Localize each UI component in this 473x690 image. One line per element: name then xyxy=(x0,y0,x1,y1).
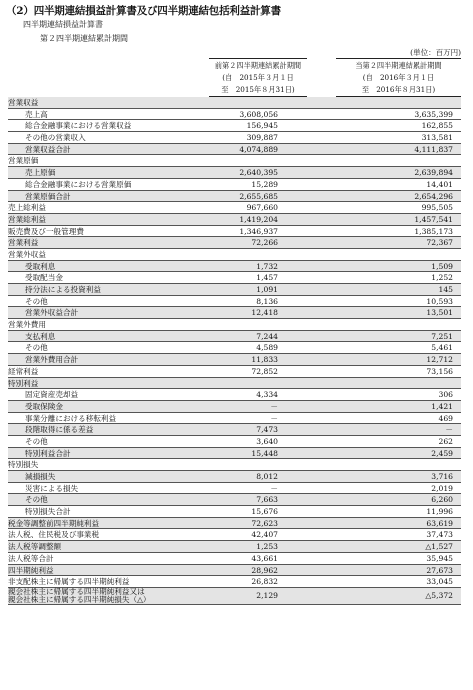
period-title: 第２四半期連結累計期間 xyxy=(40,34,128,43)
value-curr-period: 995,505 xyxy=(421,203,453,213)
table-row xyxy=(8,483,461,495)
value-prev-period: 7,244 xyxy=(256,331,278,341)
table-row xyxy=(8,167,461,179)
value-prev-period: 4,334 xyxy=(256,390,278,400)
row-label: 営業収益合計 xyxy=(25,144,71,154)
value-curr-period: △5,372 xyxy=(425,590,453,600)
row-label: その他 xyxy=(25,495,48,505)
row-label: 災害による損失 xyxy=(25,483,79,493)
table-row xyxy=(8,459,461,471)
value-prev-period: 1,091 xyxy=(256,285,278,294)
value-curr-period: 35,945 xyxy=(426,553,453,563)
value-prev-period: 72,623 xyxy=(251,518,278,528)
value-curr-period: 2,654,296 xyxy=(414,191,453,201)
table-row xyxy=(8,179,461,191)
table-row xyxy=(8,261,461,273)
value-prev-period: － xyxy=(270,483,278,493)
row-label: 受取保険金 xyxy=(25,401,63,411)
value-curr-period: 306 xyxy=(438,390,453,400)
value-prev-period: 8,012 xyxy=(256,472,278,481)
row-label: 売上原価 xyxy=(25,168,56,178)
table-row xyxy=(8,436,461,448)
row-label: 売上高 xyxy=(25,109,48,119)
value-curr-period: 162,855 xyxy=(421,121,453,131)
table-row xyxy=(8,226,461,238)
table-row xyxy=(8,191,461,203)
value-curr-period: 2,639,894 xyxy=(414,168,453,178)
value-prev-period: 156,945 xyxy=(246,121,278,131)
value-prev-period: 1,346,937 xyxy=(239,226,278,236)
row-label: 法人税、住民税及び事業税 xyxy=(8,530,100,540)
row-label: 受取利息 xyxy=(25,261,56,271)
value-prev-period: 3,640 xyxy=(256,436,278,446)
column-header-curr-line2: (自 2016年３月１日 xyxy=(362,73,435,82)
value-curr-period: 3,716 xyxy=(431,472,453,481)
value-prev-period: 15,676 xyxy=(251,507,278,517)
value-curr-period: 14,401 xyxy=(426,179,453,189)
value-curr-period: 2,019 xyxy=(431,483,453,493)
value-curr-period: 73,156 xyxy=(426,366,453,376)
value-prev-period: 1,253 xyxy=(256,542,278,552)
row-label: 売上総利益 xyxy=(8,203,46,213)
column-header-prev xyxy=(209,58,307,97)
income-statement-table xyxy=(8,97,461,605)
table-row xyxy=(8,354,461,366)
value-curr-period: △1,527 xyxy=(425,542,453,552)
value-prev-period: － xyxy=(270,413,278,423)
column-header-curr-line1: 当第２四半期連結累計期間 xyxy=(355,61,442,70)
row-label: 支払利息 xyxy=(25,331,56,341)
value-prev-period: 28,962 xyxy=(251,565,278,575)
value-prev-period: 4,589 xyxy=(256,343,278,353)
row-label: 営業原価合計 xyxy=(25,191,71,201)
row-label: 持分法による投資利益 xyxy=(25,285,101,294)
value-curr-period: 7,251 xyxy=(431,331,453,341)
value-prev-period: 2,640,395 xyxy=(239,168,278,178)
table-row xyxy=(8,272,461,284)
value-prev-period: 1,457 xyxy=(256,273,278,283)
column-header-curr xyxy=(336,58,461,97)
value-prev-period: 42,407 xyxy=(251,530,278,540)
table-row xyxy=(8,249,461,261)
row-label: 特別損失 xyxy=(8,460,39,470)
table-row xyxy=(8,494,461,506)
table-row xyxy=(8,506,461,518)
table-row xyxy=(8,518,461,530)
row-label: 税金等調整前四半期純利益 xyxy=(8,518,100,528)
row-label: その他 xyxy=(25,343,48,353)
table-row xyxy=(8,97,461,109)
value-prev-period: 43,661 xyxy=(251,553,278,563)
value-prev-period: 1,732 xyxy=(256,261,278,271)
value-curr-period: 72,367 xyxy=(426,238,453,248)
value-prev-period: － xyxy=(270,401,278,411)
row-label: 特別利益 xyxy=(8,378,39,388)
table-row xyxy=(8,319,461,331)
row-label: 営業外収益合計 xyxy=(25,308,79,318)
table-row xyxy=(8,471,461,483)
value-prev-period: 3,608,056 xyxy=(239,109,278,119)
row-label: 法人税等合計 xyxy=(8,553,54,563)
table-row xyxy=(8,553,461,565)
table-row xyxy=(8,448,461,460)
table-row xyxy=(8,541,461,553)
value-curr-period: 1,509 xyxy=(431,261,453,271)
row-label: その他 xyxy=(25,296,48,306)
row-label: 法人税等調整額 xyxy=(8,542,62,552)
table-row xyxy=(8,296,461,308)
value-prev-period: 1,419,204 xyxy=(239,214,278,224)
table-row xyxy=(8,155,461,167)
value-curr-period: 12,712 xyxy=(426,355,453,365)
row-label: 四半期純利益 xyxy=(8,565,54,575)
table-row xyxy=(8,144,461,156)
row-label: 営業利益 xyxy=(8,238,39,248)
table-row xyxy=(8,307,461,319)
table-row xyxy=(8,214,461,226)
table-row xyxy=(8,413,461,425)
value-curr-period: 1,385,173 xyxy=(414,226,453,236)
value-curr-period: 2,459 xyxy=(431,448,453,458)
row-label: 営業総利益 xyxy=(8,214,46,224)
value-curr-period: 1,252 xyxy=(431,273,453,283)
value-curr-period: 63,619 xyxy=(426,518,453,528)
value-prev-period: 15,448 xyxy=(251,448,278,458)
value-curr-period: 33,045 xyxy=(426,577,453,587)
value-curr-period: 262 xyxy=(438,436,453,446)
value-curr-period: 27,673 xyxy=(426,565,453,575)
value-curr-period: 145 xyxy=(438,285,453,294)
value-prev-period: 967,660 xyxy=(246,203,278,213)
row-label: 営業外費用合計 xyxy=(25,355,79,365)
row-label: 特別利益合計 xyxy=(25,448,71,458)
table-row xyxy=(8,109,461,121)
row-label: その他 xyxy=(25,436,48,446)
row-label: 固定資産売却益 xyxy=(25,390,79,400)
value-curr-period: 5,461 xyxy=(431,343,453,353)
value-prev-period: 2,655,685 xyxy=(239,191,278,201)
value-curr-period: 11,996 xyxy=(426,507,453,517)
document-title: （2）四半期連結損益計算書及び四半期連結包括利益計算書 xyxy=(6,5,281,17)
row-label: 事業分離における移転利益 xyxy=(25,413,117,423)
value-curr-period: 4,111,837 xyxy=(414,144,453,154)
value-prev-period: 309,887 xyxy=(246,133,278,143)
table-row xyxy=(8,424,461,436)
row-label: 親会社株主に帰属する四半期純利益又は 親会社株主に帰属する四半期純損失（△） xyxy=(8,586,151,605)
row-label: 販売費及び一般管理費 xyxy=(8,226,84,236)
row-label: 営業収益 xyxy=(8,98,39,107)
value-curr-period: 37,473 xyxy=(426,530,453,540)
statement-subtitle: 四半期連結損益計算書 xyxy=(23,20,103,29)
row-label: その他の営業収入 xyxy=(25,133,86,143)
table-row xyxy=(8,120,461,132)
table-row xyxy=(8,342,461,354)
value-curr-period: － xyxy=(445,425,453,435)
table-row xyxy=(8,378,461,390)
table-row xyxy=(8,202,461,214)
table-row xyxy=(8,284,461,296)
table-row xyxy=(8,237,461,249)
row-label: 総合金融事業における営業原価 xyxy=(25,179,132,189)
table-row xyxy=(8,389,461,401)
value-curr-period: 313,581 xyxy=(421,133,453,143)
value-prev-period: 72,266 xyxy=(251,238,278,248)
value-curr-period: 6,260 xyxy=(431,495,453,505)
table-row xyxy=(8,366,461,378)
value-prev-period: 12,418 xyxy=(251,308,278,318)
row-label: 営業原価 xyxy=(8,156,39,166)
value-prev-period: 7,473 xyxy=(256,425,278,435)
row-label: 営業外費用 xyxy=(8,320,46,330)
value-curr-period: 1,457,541 xyxy=(414,214,453,224)
row-label: 営業外収益 xyxy=(8,249,46,259)
column-header-prev-line3: 至 2015年８月31日) xyxy=(221,85,295,94)
column-header-prev-line1: 前第２四半期連結累計期間 xyxy=(214,61,302,70)
row-label: 総合金融事業における営業収益 xyxy=(25,121,132,131)
row-label: 段階取得に係る差益 xyxy=(25,425,94,435)
table-row xyxy=(8,588,461,605)
row-label: 受取配当金 xyxy=(25,273,63,283)
table-row xyxy=(8,529,461,541)
value-prev-period: 7,663 xyxy=(256,495,278,505)
column-header-curr-line3: 至 2016年８月31日) xyxy=(361,85,436,94)
row-label: 非支配株主に帰属する四半期純利益 xyxy=(8,577,130,587)
value-curr-period: 1,421 xyxy=(431,401,453,411)
value-prev-period: 11,833 xyxy=(251,355,278,365)
value-prev-period: 72,852 xyxy=(251,366,278,376)
table-row xyxy=(8,401,461,413)
value-prev-period: 26,832 xyxy=(251,577,278,587)
value-curr-period: 13,501 xyxy=(426,308,453,318)
table-row xyxy=(8,331,461,343)
row-label: 減損損失 xyxy=(25,472,56,481)
value-prev-period: 2,129 xyxy=(256,590,278,600)
value-curr-period: 469 xyxy=(438,413,453,423)
value-prev-period: 15,289 xyxy=(251,179,278,189)
row-label: 特別損失合計 xyxy=(25,507,71,517)
value-curr-period: 3,635,399 xyxy=(414,109,453,119)
value-prev-period: 4,074,889 xyxy=(239,144,278,154)
unit-label: (単位：百万円) xyxy=(410,48,461,57)
value-curr-period: 10,593 xyxy=(426,296,453,306)
row-label: 経常利益 xyxy=(8,366,39,376)
value-prev-period: 8,136 xyxy=(256,296,278,306)
column-header-prev-line2: (自 2015年３月１日 xyxy=(222,73,294,82)
table-row xyxy=(8,565,461,577)
table-row xyxy=(8,132,461,144)
